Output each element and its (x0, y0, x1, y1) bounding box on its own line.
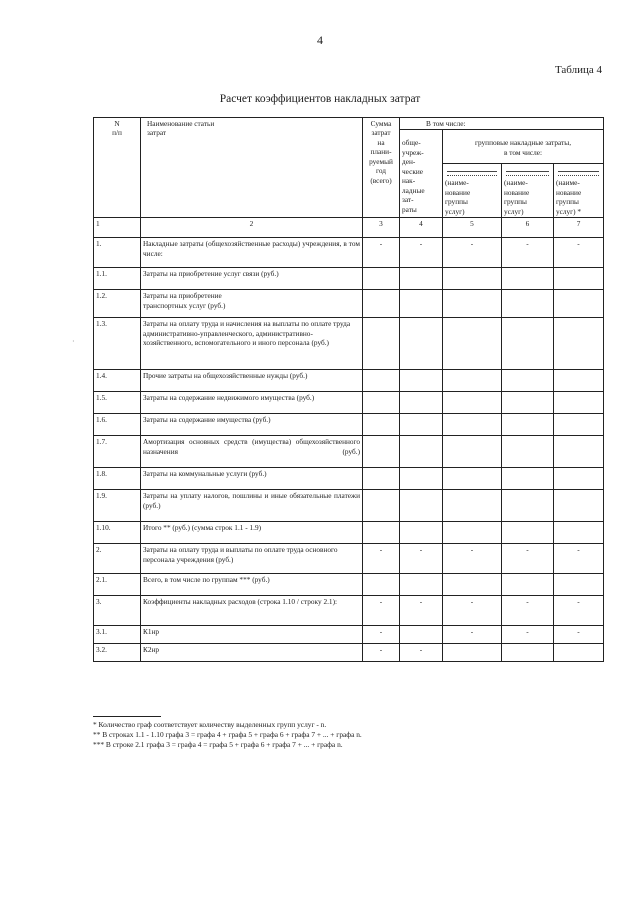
dash-mark: - (577, 597, 580, 607)
dash-mark: - (379, 545, 383, 555)
value-cell (443, 490, 502, 522)
value-cell (400, 626, 443, 644)
value-cell (400, 392, 443, 414)
dash-mark: - (526, 597, 529, 607)
margin-mark: · (72, 337, 75, 346)
footnote-3: *** В строке 2.1 графа 3 = графа 4 = графа 5 + графа 6 + графа 7 + ... + графа n. (93, 739, 343, 749)
value-cell (502, 626, 554, 644)
row-name: К1нр (141, 626, 363, 644)
value-cell (443, 370, 502, 392)
value-cell (443, 644, 502, 662)
dash-mark: - (379, 239, 383, 249)
value-cell (554, 544, 604, 574)
dash-mark: - (470, 239, 474, 249)
row-number: 1.2. (94, 290, 141, 318)
value-cell (363, 370, 400, 392)
value-cell (443, 392, 502, 414)
header-num: N п/п (94, 118, 141, 218)
row-number: 3.2. (94, 644, 141, 662)
value-cell (363, 626, 400, 644)
value-cell (502, 644, 554, 662)
table-row (94, 436, 604, 468)
value-cell (443, 596, 502, 626)
dash-mark: - (419, 597, 423, 607)
dash-mark: - (577, 545, 580, 555)
table-row (94, 574, 604, 596)
header-group-2: (наиме- нование группы услуг) (502, 164, 554, 218)
coefficients-table (93, 117, 604, 662)
table-row (94, 370, 604, 392)
value-cell (363, 392, 400, 414)
row-number: 2.1. (94, 574, 141, 596)
value-cell (443, 574, 502, 596)
group-name-blank (558, 175, 599, 176)
header-general: обще- учреж- ден- ческие нак- ладные зат- раты (400, 130, 443, 218)
value-cell (400, 490, 443, 522)
value-cell (502, 436, 554, 468)
row-name: Прочие затраты на общехозяйственные нужды (руб.) (141, 370, 363, 392)
value-cell (502, 490, 554, 522)
col-number: 3 (363, 218, 400, 238)
row-number: 1.5. (94, 392, 141, 414)
row-number: 1.4. (94, 370, 141, 392)
group-name-blank (447, 171, 497, 172)
row-name: Затраты на содержание недвижимого имущества (руб.) (141, 392, 363, 414)
row-number: 1.10. (94, 522, 141, 544)
value-cell (502, 522, 554, 544)
value-cell (443, 290, 502, 318)
value-cell (502, 414, 554, 436)
row-number: 1.9. (94, 490, 141, 522)
dash-mark: - (470, 545, 474, 555)
value-cell (443, 468, 502, 490)
header-name: Наименование статьи затрат (141, 118, 363, 218)
row-name: Амортизация основных средств (имущества) общехозяйственного назначения (руб.) (141, 436, 363, 468)
dash-mark: - (470, 597, 474, 607)
row-name: Затраты на уплату налогов, пошлины и иные обязательные платежи (руб.) (141, 490, 363, 522)
value-cell (363, 574, 400, 596)
value-cell (554, 468, 604, 490)
row-number: 1. (94, 238, 141, 268)
header-incl: В том числе: (400, 118, 604, 130)
value-cell (554, 238, 604, 268)
dash-mark: - (379, 597, 383, 607)
row-number: 2. (94, 544, 141, 574)
table-label: Таблица 4 (554, 64, 602, 76)
dash-mark: - (526, 545, 529, 555)
dash-mark: - (419, 239, 423, 249)
value-cell (502, 370, 554, 392)
value-cell (363, 644, 400, 662)
row-number: 3. (94, 596, 141, 626)
table-row (94, 626, 604, 644)
value-cell (502, 544, 554, 574)
value-cell (400, 318, 443, 370)
table-row (94, 414, 604, 436)
value-cell (363, 414, 400, 436)
header-sum: Сумма затрат на плани- руемый год (всего) (363, 118, 400, 218)
value-cell (502, 318, 554, 370)
row-number: 1.1. (94, 268, 141, 290)
value-cell (502, 468, 554, 490)
value-cell (554, 490, 604, 522)
table-row (94, 644, 604, 662)
value-cell (400, 436, 443, 468)
table-row (94, 468, 604, 490)
value-cell (400, 544, 443, 574)
row-name: Всего, в том числе по группам *** (руб.) (141, 574, 363, 596)
group-name-blank (558, 171, 599, 172)
value-cell (400, 574, 443, 596)
value-cell (554, 318, 604, 370)
table-row (94, 290, 604, 318)
col-number: 4 (400, 218, 443, 238)
table-row (94, 544, 604, 574)
row-name: Итого ** (руб.) (сумма строк 1.1 - 1.9) (141, 522, 363, 544)
value-cell (400, 644, 443, 662)
row-number: 3.1. (94, 626, 141, 644)
group-name-blank (447, 175, 497, 176)
col-number: 2 (141, 218, 363, 238)
header-group-1: (наиме- нование группы услуг) (443, 164, 502, 218)
footnote-2: ** В строках 1.1 - 1.10 графа 3 = графа 4 + графа 5 + графа 6 + графа 7 + ... + графа n. (93, 729, 362, 739)
value-cell (554, 596, 604, 626)
dash-mark: - (526, 627, 529, 637)
dash-mark: - (379, 645, 383, 655)
value-cell (502, 238, 554, 268)
footnote-1: * Количество граф соответствует количеству выделенных групп услуг - n. (93, 720, 327, 729)
value-cell (554, 392, 604, 414)
footnote-rule (93, 716, 161, 717)
value-cell (443, 522, 502, 544)
table-row (94, 490, 604, 522)
row-name: Затраты на оплату труда и начисления на выплаты по оплате труда административно-управленческого, административно-хозяйственного, вспомогательного и иного персонала (руб.) (141, 318, 363, 370)
dash-mark: - (577, 239, 580, 249)
table-row (94, 522, 604, 544)
row-name: Затраты на содержание имущества (руб.) (141, 414, 363, 436)
value-cell (554, 522, 604, 544)
value-cell (363, 436, 400, 468)
value-cell (554, 370, 604, 392)
value-cell (400, 596, 443, 626)
value-cell (363, 490, 400, 522)
header-row-top (94, 118, 604, 130)
value-cell (554, 290, 604, 318)
row-name: Затраты на приобретение услуг связи (руб.) (141, 268, 363, 290)
row-name: Коэффициенты накладных расходов (строка 1.10 / строку 2.1): (141, 596, 363, 626)
value-cell (502, 290, 554, 318)
dash-mark: - (419, 545, 423, 555)
col-number: 1 (94, 218, 141, 238)
header-group-3: (наиме- нование группы услуг) * (554, 164, 604, 218)
value-cell (400, 522, 443, 544)
value-cell (443, 436, 502, 468)
value-cell (502, 392, 554, 414)
row-number: 1.6. (94, 414, 141, 436)
value-cell (443, 544, 502, 574)
value-cell (363, 544, 400, 574)
value-cell (363, 468, 400, 490)
value-cell (363, 318, 400, 370)
footnotes (93, 716, 393, 750)
value-cell (443, 318, 502, 370)
row-name: Накладные затраты (общехозяйственные расходы) учреждения, в том числе: (141, 238, 363, 268)
table-row (94, 318, 604, 370)
value-cell (502, 596, 554, 626)
value-cell (400, 290, 443, 318)
dash-mark: - (470, 627, 474, 637)
group-name-blank (506, 175, 549, 176)
group-name-blank (506, 171, 549, 172)
value-cell (502, 268, 554, 290)
value-cell (554, 268, 604, 290)
value-cell (400, 268, 443, 290)
value-cell (400, 468, 443, 490)
dash-mark: - (577, 627, 580, 637)
table-row (94, 596, 604, 626)
table-row (94, 268, 604, 290)
page-number: 4 (317, 33, 323, 47)
value-cell (554, 644, 604, 662)
value-cell (363, 238, 400, 268)
value-cell (554, 436, 604, 468)
value-cell (363, 290, 400, 318)
dash-mark: - (526, 239, 529, 249)
row-name: Затраты на приобретение транспортных услуг (руб.) (141, 290, 363, 318)
value-cell (443, 626, 502, 644)
value-cell (443, 238, 502, 268)
table-body (94, 238, 604, 662)
column-numbers-row (94, 218, 604, 238)
row-name: К2нр (141, 644, 363, 662)
table-row (94, 238, 604, 268)
value-cell (443, 414, 502, 436)
col-number: 5 (443, 218, 502, 238)
value-cell (400, 370, 443, 392)
value-cell (502, 574, 554, 596)
value-cell (363, 522, 400, 544)
value-cell (554, 626, 604, 644)
dash-mark: - (419, 645, 423, 655)
row-number: 1.7. (94, 436, 141, 468)
document-title: Расчет коэффициентов накладных затрат (219, 93, 421, 105)
header-group: групповые накладные затраты, в том числе: (443, 130, 604, 164)
col-number: 7 (554, 218, 604, 238)
col-number: 6 (502, 218, 554, 238)
value-cell (363, 268, 400, 290)
row-number: 1.3. (94, 318, 141, 370)
value-cell (554, 574, 604, 596)
value-cell (554, 414, 604, 436)
value-cell (400, 238, 443, 268)
value-cell (443, 268, 502, 290)
row-name: Затраты на коммунальные услуги (руб.) (141, 468, 363, 490)
value-cell (400, 414, 443, 436)
value-cell (363, 596, 400, 626)
table-row (94, 392, 604, 414)
dash-mark: - (379, 627, 383, 637)
row-number: 1.8. (94, 468, 141, 490)
row-name: Затраты на оплату труда и выплаты по оплате труда основного персонала учреждения (руб.) (141, 544, 363, 574)
